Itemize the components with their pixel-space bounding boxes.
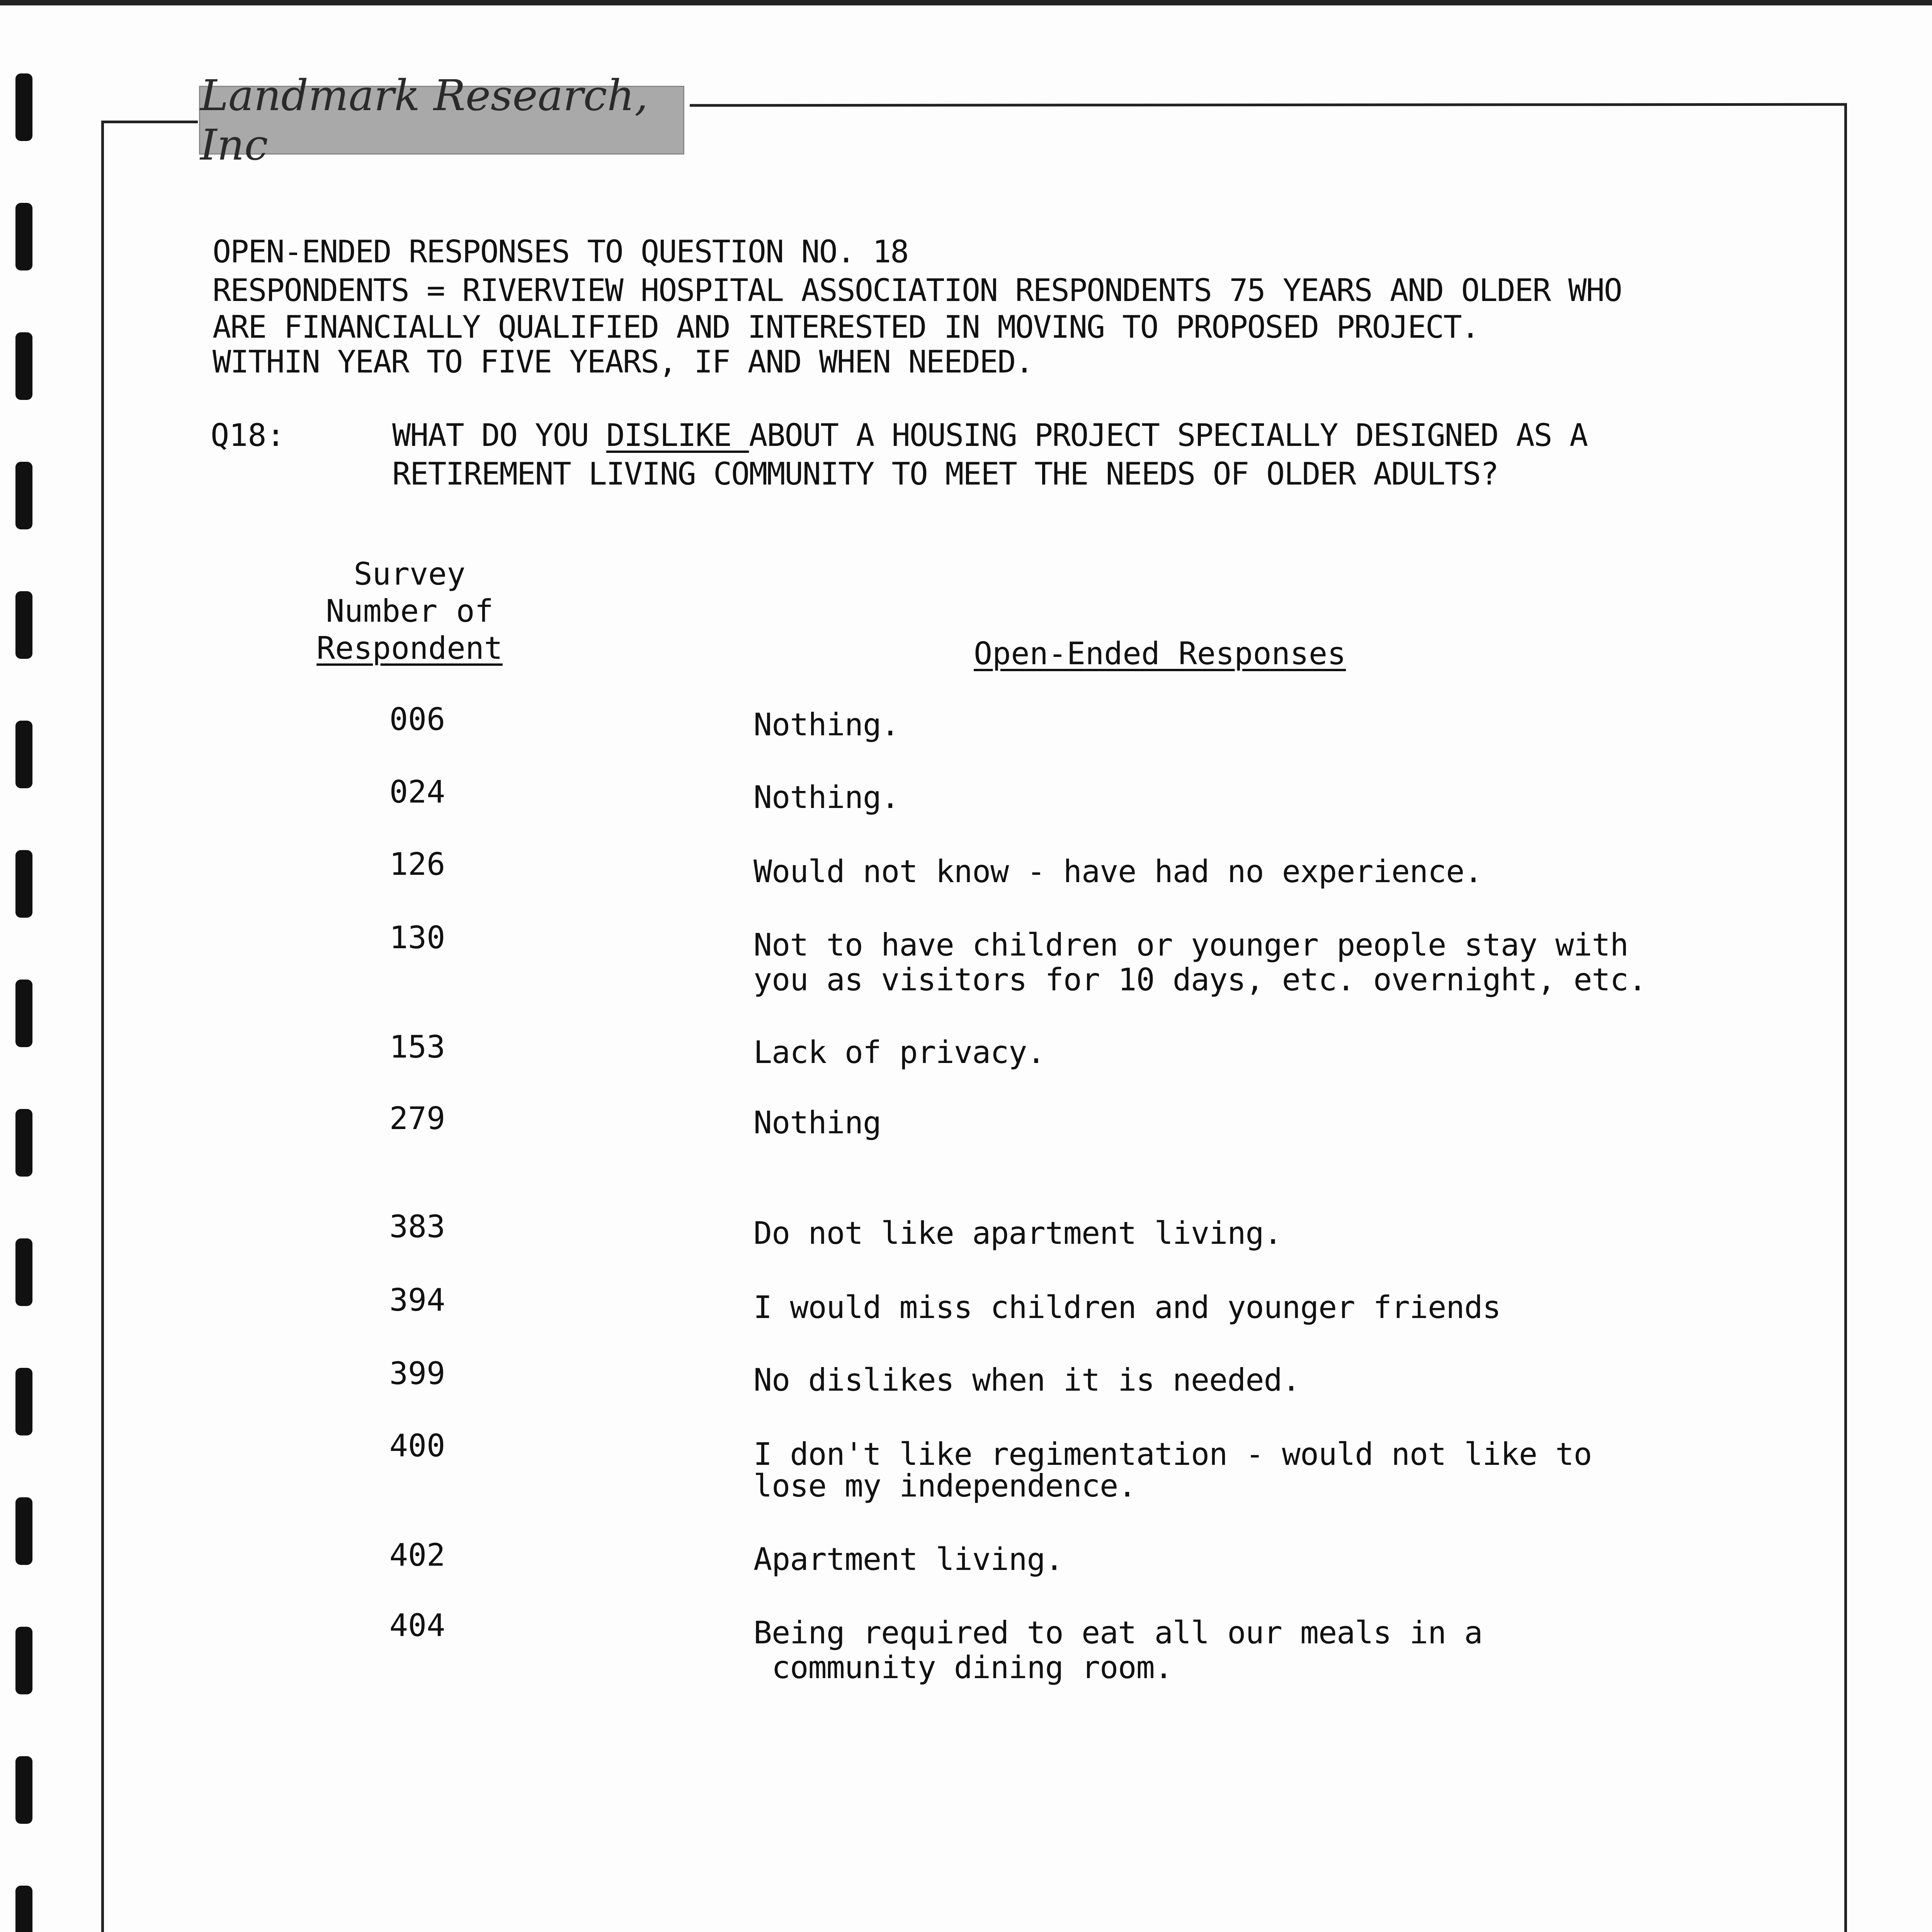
- question-text-line2: RETIREMENT LIVING COMMUNITY TO MEET THE NEEDS OF OLDER ADULTS?: [392, 456, 1498, 492]
- question-emphasis: DISLIKE: [606, 417, 749, 453]
- question-label: Q18:: [211, 417, 285, 453]
- response-text: Being required to eat all our meals in a: [753, 1615, 1483, 1651]
- punch-hole: [15, 1109, 32, 1177]
- respondent-number: 130: [389, 920, 446, 956]
- punch-hole: [15, 980, 32, 1047]
- frame-border-top-right: [690, 103, 1847, 107]
- respondent-number: 402: [389, 1537, 446, 1573]
- respondent-number: 006: [389, 701, 446, 737]
- respondent-number: 394: [389, 1282, 446, 1318]
- response-text: Nothing.: [753, 779, 900, 815]
- frame-border-right: [1844, 104, 1847, 1932]
- response-text: Lack of privacy.: [753, 1034, 1045, 1070]
- header-timeframe-line: WITHIN YEAR TO FIVE YEARS, IF AND WHEN NEEDED.: [213, 344, 1033, 380]
- response-text: Nothing.: [753, 707, 900, 743]
- header-title: OPEN-ENDED RESPONSES TO QUESTION NO. 18: [213, 234, 908, 270]
- response-text: Would not know - have had no experience.: [753, 854, 1483, 889]
- response-text: Apartment living.: [753, 1541, 1063, 1577]
- column-header-respondent: [294, 556, 526, 667]
- response-text: Not to have children or younger people stay with: [753, 927, 1628, 963]
- response-text: No dislikes when it is needed.: [753, 1362, 1300, 1398]
- punch-hole: [15, 591, 32, 659]
- punch-hole: [15, 1368, 32, 1435]
- company-logo-stamp: Landmark Research, Inc: [199, 86, 684, 155]
- punch-hole: [15, 462, 32, 529]
- punch-hole: [15, 1756, 32, 1824]
- punch-hole: [15, 721, 32, 788]
- punch-hole: [15, 1886, 32, 1932]
- response-text-continued: community dining room.: [753, 1650, 1173, 1685]
- punch-hole: [15, 1238, 32, 1306]
- respondent-number: 279: [389, 1100, 446, 1136]
- header-criteria-line: ARE FINANCIALLY QUALIFIED AND INTERESTED IN MOVING TO PROPOSED PROJECT.: [213, 309, 1479, 345]
- question-text-pre: WHAT DO YOU: [392, 417, 606, 453]
- punch-hole: [15, 850, 32, 918]
- column-header-respondent-line2: Number of: [326, 593, 493, 629]
- punch-hole: [15, 203, 32, 270]
- question-text-line1: [392, 417, 1587, 453]
- respondent-number: 383: [389, 1209, 446, 1245]
- punch-hole: [15, 73, 32, 141]
- column-header-respondent-line1: Survey: [354, 556, 466, 592]
- column-header-respondent-line3: Respondent: [316, 630, 503, 666]
- response-text: Nothing: [753, 1105, 881, 1141]
- response-text: I would miss children and younger friends: [753, 1289, 1501, 1325]
- respondent-number: 024: [389, 774, 446, 810]
- punch-hole: [15, 1497, 32, 1565]
- top-edge-rule: [0, 0, 1932, 5]
- respondent-number: 404: [389, 1607, 446, 1643]
- punch-hole: [15, 1627, 32, 1694]
- response-text: Do not like apartment living.: [753, 1215, 1282, 1251]
- respondent-number: 400: [389, 1428, 446, 1464]
- header-respondents-line: RESPONDENTS = RIVERVIEW HOSPITAL ASSOCIATION RESPONDENTS 75 YEARS AND OLDER WHO: [213, 272, 1622, 308]
- question-text-post: ABOUT A HOUSING PROJECT SPECIALLY DESIGNED AS A: [749, 417, 1587, 453]
- respondent-number: 399: [389, 1355, 446, 1391]
- response-text-continued: lose my independence.: [753, 1468, 1136, 1504]
- frame-border-top-left: [101, 121, 198, 123]
- frame-border-left: [101, 121, 104, 1932]
- response-text: I don't like regimentation - would not like to: [753, 1436, 1592, 1472]
- punch-hole: [15, 332, 32, 400]
- respondent-number: 153: [389, 1029, 446, 1065]
- column-header-responses: Open-Ended Responses: [974, 636, 1346, 672]
- response-text-continued: you as visitors for 10 days, etc. overnight, etc.: [753, 962, 1647, 998]
- respondent-number: 126: [389, 846, 446, 882]
